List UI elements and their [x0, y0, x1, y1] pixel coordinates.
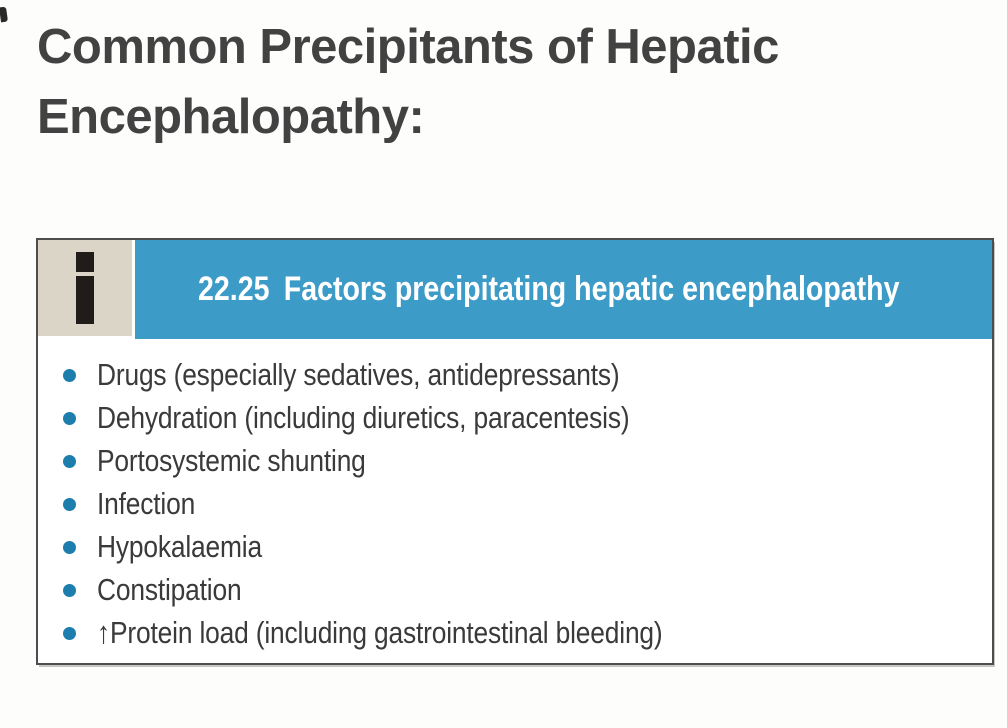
- info-table-body: [38, 339, 992, 656]
- bullet-icon: [63, 541, 76, 554]
- list-item-label: Hypokalaemia: [97, 529, 262, 564]
- info-icon: [68, 252, 102, 324]
- info-icon-cell: [38, 240, 135, 336]
- list-item: [38, 570, 992, 613]
- list-item-label: Infection: [97, 486, 196, 521]
- bullet-icon: [63, 455, 76, 468]
- list-item: [38, 398, 992, 441]
- table-title-text: Factors precipitating hepatic encephalopathy: [283, 270, 900, 308]
- bullet-icon: [63, 627, 76, 640]
- scan-edge-artifact: [0, 7, 8, 23]
- list-item: [38, 484, 992, 527]
- factor-list: [38, 355, 992, 656]
- bullet-icon: [63, 369, 76, 382]
- bullet-icon: [63, 412, 76, 425]
- table-title: [198, 270, 900, 309]
- page-title-line1: Common Precipitants of Hepatic: [37, 20, 779, 74]
- list-item: [38, 527, 992, 570]
- list-item-label: ↑Protein load (including gastrointestinal bleeding): [97, 615, 663, 650]
- list-item: [38, 355, 992, 398]
- page-title-line2: Encephalopathy:: [37, 90, 425, 144]
- list-item-label: Portosystemic shunting: [97, 443, 366, 478]
- bullet-icon: [63, 498, 76, 511]
- list-item-label: Dehydration (including diuretics, paracentesis): [97, 400, 630, 435]
- list-item: [38, 441, 992, 484]
- page-title: [37, 12, 779, 152]
- table-number: 22.25: [198, 270, 270, 308]
- info-table-header: [38, 240, 992, 339]
- list-item-label: Constipation: [97, 572, 242, 607]
- info-table: [36, 238, 994, 665]
- table-title-banner: [135, 240, 992, 339]
- list-item: [38, 613, 992, 656]
- bullet-icon: [63, 584, 76, 597]
- list-item-label: Drugs (especially sedatives, antidepressants): [97, 357, 620, 392]
